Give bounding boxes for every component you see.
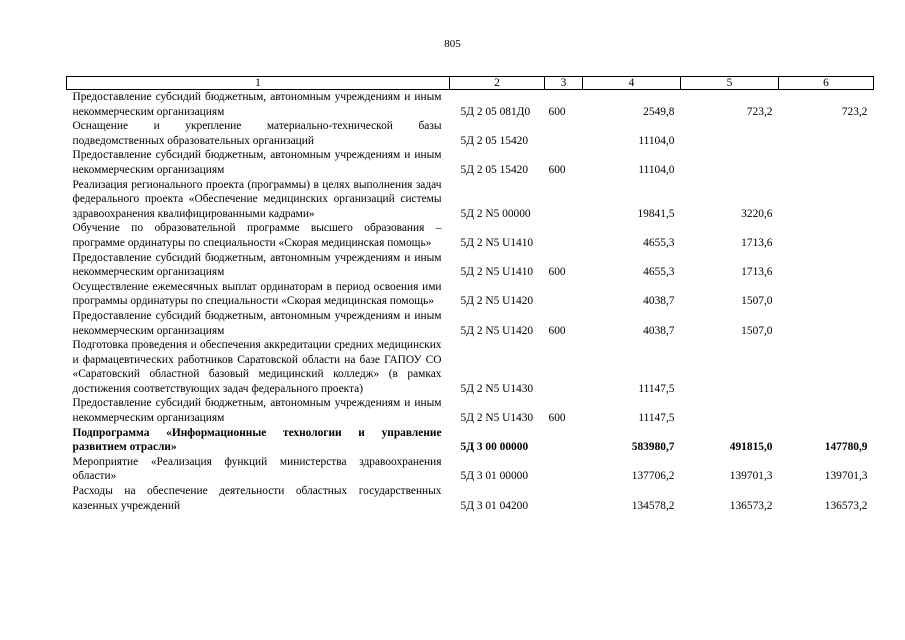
row-code-cell: 5Д 3 01 00000 <box>460 470 529 483</box>
row-value-cell: 723,2 <box>746 105 773 118</box>
row-value-cell: 4655,3 <box>643 236 675 249</box>
row-value-cell <box>681 119 779 148</box>
row-value-cell: 137706,2 <box>631 470 675 483</box>
row-name-cell: Предоставление субсидий бюджетным, автономным учреждениям и иным некоммерческим организациям <box>72 91 442 118</box>
row-value-cell: 19841,5 <box>637 207 675 220</box>
row-value-cell <box>681 396 779 425</box>
row-name-cell: Оснащение и укрепление материально-технической базы подведомственных образовательных организаций <box>72 120 442 147</box>
row-code-cell: 5Д 2 N5 U1430 <box>460 382 534 395</box>
table-row <box>67 251 874 280</box>
column-header: 1 <box>67 77 450 90</box>
row-code-cell: 5Д 2 N5 U1420 <box>460 324 534 337</box>
row-value-cell <box>779 396 874 425</box>
row-value-cell: 3220,6 <box>741 207 773 220</box>
row-value-cell: 134578,2 <box>631 499 675 512</box>
column-header: 5 <box>681 77 779 90</box>
row-value-cell <box>681 338 779 396</box>
row-value-cell: 147780,9 <box>824 441 868 454</box>
table-row <box>67 90 874 120</box>
row-expense-type-cell <box>545 221 583 250</box>
row-value-cell: 4655,3 <box>643 266 675 279</box>
row-name-cell: Осуществление ежемесячных выплат ординаторам в период освоения ими программы ординатуры по специальности «Скорая медицинская помощь» <box>72 280 442 308</box>
row-expense-type-cell: 600 <box>548 412 566 425</box>
row-value-cell: 4038,7 <box>643 324 675 337</box>
table-row <box>67 119 874 148</box>
row-name-cell: Предоставление субсидий бюджетным, автономным учреждениям и иным некоммерческим организациям <box>72 309 442 337</box>
row-name-cell: Предоставление субсидий бюджетным, автономным учреждениям и иным некоммерческим организациям <box>72 251 442 279</box>
row-value-cell: 11147,5 <box>638 382 675 395</box>
row-name-cell: Подготовка проведения и обеспечения аккредитации средних медицинских и фармацевтических работников Саратовской области на базе ГАПОУ СО «Саратовский областной базовый медицинский колледж» (в рамках достижения соответствующих задач федерального проекта) <box>72 339 442 395</box>
row-value-cell: 491815,0 <box>729 441 773 454</box>
row-name-cell: Реализация регионального проекта (программы) в целях выполнения задач федерального проекта «Обеспечение медицинских организаций системы здравоохранения квалифицированными кадрами» <box>72 178 442 220</box>
row-name-cell: Предоставление субсидий бюджетным, автономным учреждениям и иным некоммерческим организациям <box>72 149 442 176</box>
row-expense-type-cell <box>545 178 583 222</box>
row-expense-type-cell <box>545 455 583 484</box>
row-code-cell: 5Д 2 N5 U1410 <box>460 266 534 279</box>
table-row <box>67 396 874 425</box>
row-value-cell: 4038,7 <box>643 295 675 308</box>
column-header: 2 <box>450 77 545 90</box>
row-value-cell: 11147,5 <box>638 412 675 425</box>
column-header: 4 <box>583 77 681 90</box>
row-expense-type-cell <box>545 119 583 148</box>
row-code-cell: 5Д 2 N5 U1420 <box>460 295 534 308</box>
row-value-cell <box>779 251 874 280</box>
row-expense-type-cell: 600 <box>548 266 566 279</box>
table-row <box>67 426 874 455</box>
table-body <box>67 90 874 514</box>
row-code-cell: 5Д 2 05 15420 <box>460 134 529 147</box>
row-value-cell <box>779 338 874 396</box>
row-expense-type-cell <box>545 338 583 396</box>
row-expense-type-cell: 600 <box>548 324 566 337</box>
row-value-cell: 1507,0 <box>741 295 773 308</box>
row-value-cell: 11104,0 <box>638 134 675 147</box>
row-value-cell <box>681 148 779 177</box>
table-row <box>67 338 874 396</box>
row-value-cell: 136573,2 <box>824 499 868 512</box>
table-row <box>67 280 874 309</box>
row-code-cell: 5Д 2 05 081Д0 <box>460 105 531 118</box>
row-value-cell <box>779 309 874 338</box>
row-code-cell: 5Д 2 05 15420 <box>460 163 529 176</box>
row-value-cell: 1713,6 <box>741 266 773 279</box>
row-value-cell <box>779 148 874 177</box>
row-value-cell <box>779 280 874 309</box>
row-name-cell: Предоставление субсидий бюджетным, автономным учреждениям и иным некоммерческим организациям <box>72 397 442 425</box>
row-value-cell: 583980,7 <box>631 441 675 454</box>
table-row <box>67 309 874 338</box>
row-expense-type-cell <box>545 426 583 455</box>
row-code-cell: 5Д 2 N5 U1430 <box>460 412 534 425</box>
row-value-cell: 11104,0 <box>638 163 675 176</box>
table-row <box>67 455 874 484</box>
row-value-cell <box>779 178 874 222</box>
row-code-cell: 5Д 3 01 04200 <box>460 499 529 512</box>
row-expense-type-cell <box>545 280 583 309</box>
table-header <box>67 77 874 90</box>
row-value-cell: 139701,3 <box>824 470 868 483</box>
row-value-cell: 139701,3 <box>729 470 773 483</box>
column-header: 6 <box>779 77 874 90</box>
row-code-cell: 5Д 2 N5 U1410 <box>460 236 534 249</box>
row-expense-type-cell <box>545 484 583 513</box>
row-value-cell: 1713,6 <box>741 236 773 249</box>
table-row <box>67 221 874 250</box>
row-name-cell: Подпрограмма «Информационные технологии и управление развитием отрасли» <box>72 426 442 454</box>
row-value-cell: 723,2 <box>841 105 868 118</box>
row-code-cell: 5Д 3 00 00000 <box>460 441 529 454</box>
table-row <box>67 148 874 177</box>
budget-table <box>66 76 874 513</box>
row-expense-type-cell: 600 <box>548 105 566 118</box>
row-expense-type-cell: 600 <box>548 163 566 176</box>
row-value-cell: 2549,8 <box>643 105 675 118</box>
row-name-cell: Мероприятие «Реализация функций министерства здравоохранения области» <box>72 455 442 483</box>
table-row <box>67 484 874 513</box>
row-name-cell: Обучение по образовательной программе высшего образования – программе ординатуры по специальности «Скорая медицинская помощь» <box>72 222 442 249</box>
page-number: 805 <box>444 38 461 50</box>
row-value-cell: 1507,0 <box>741 324 773 337</box>
column-header: 3 <box>545 77 583 90</box>
row-value-cell <box>779 221 874 250</box>
row-value-cell: 136573,2 <box>729 499 773 512</box>
row-name-cell: Расходы на обеспечение деятельности областных государственных казенных учреждений <box>72 485 442 512</box>
table-row <box>67 178 874 222</box>
row-code-cell: 5Д 2 N5 00000 <box>460 207 531 220</box>
row-value-cell <box>779 119 874 148</box>
